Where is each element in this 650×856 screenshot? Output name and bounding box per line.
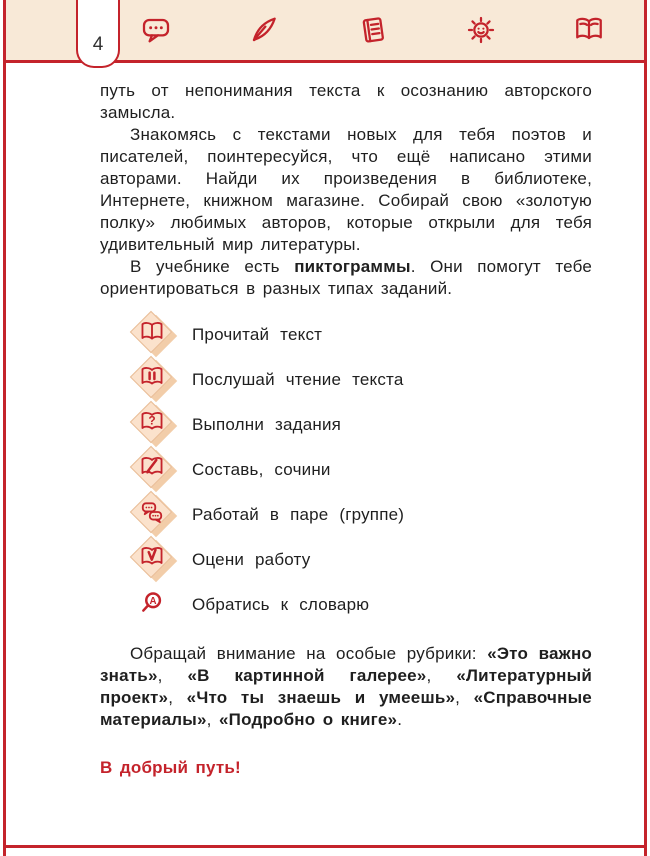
paragraph-pictograms-intro	[100, 256, 592, 300]
paragraph-text: В учебнике есть	[130, 257, 295, 276]
rubric-name: «Справочные материалы»	[100, 688, 592, 729]
paragraph-text: путь от непонимания текста к осознанию авторского замысла.	[100, 81, 592, 122]
rubric-name: «Литературный проект»	[100, 666, 592, 707]
list-item	[130, 402, 592, 447]
bottom-border	[3, 845, 647, 848]
check-book-icon	[130, 537, 176, 583]
notebook-icon	[357, 14, 389, 46]
paragraph-advice	[100, 124, 592, 256]
rubric-name: «Что ты знаешь и умеешь»	[186, 688, 456, 707]
rubric-name: «Это важно знать»	[100, 644, 592, 685]
pictogram-label: Выполни задания	[192, 414, 342, 434]
svg-text:?: ?	[148, 413, 156, 428]
write-book-icon	[130, 447, 176, 493]
pictogram-label: Послушай чтение текста	[192, 369, 404, 389]
listen-book-icon	[130, 357, 176, 403]
paragraph-text: . Они помогут тебе ориентироваться в разных типах заданий.	[100, 257, 592, 298]
paragraph-rubrics: Обращай внимание на особые рубрики: «Это важно знать», «В картинной галерее», «Литературный проект», «Что ты знаешь и умеешь», «Справочные материалы», «Подробно о книге».	[100, 644, 592, 729]
open-book-icon	[130, 312, 176, 358]
list-item	[130, 357, 592, 402]
pictogram-label: Обратись к словарю	[192, 594, 370, 614]
page-number-tab	[76, 0, 120, 68]
list-item	[130, 492, 592, 537]
svg-text:A: A	[149, 595, 157, 607]
list-item	[130, 312, 592, 357]
pictogram-label: Оцени работу	[192, 549, 311, 569]
page-content	[0, 63, 650, 779]
page-number: 4	[92, 34, 104, 55]
pictogram-label: Работай в паре (группе)	[192, 504, 405, 524]
chat-bubble-icon	[140, 14, 172, 46]
pair-work-icon	[130, 492, 176, 538]
term-pictograms: пиктограммы	[294, 257, 411, 276]
rubric-name: «В картинной галерее»	[187, 666, 427, 685]
pictogram-label: Составь, сочини	[192, 459, 331, 479]
feather-icon	[248, 14, 280, 46]
pictogram-label: Прочитай текст	[192, 324, 323, 344]
header-icons	[140, 13, 605, 47]
dictionary-icon	[130, 582, 176, 628]
rubric-name: «Подробно о книге»	[219, 710, 398, 729]
open-book-icon	[573, 14, 605, 46]
rubrics-intro: Обращай внимание на особые рубрики:	[130, 644, 488, 663]
farewell-text: В добрый путь!	[100, 758, 241, 777]
pictogram-list	[130, 312, 592, 627]
paragraph-text: Знакомясь с текстами новых для тебя поэтов и писателей, поинтересуйся, что ещё написано этими авторами. Найди их произведения в библиотеке, Интернете, книжном магазине. Собирай свою «золотую полку» любимых авторов, которые открыли для тебя удивительный мир литературы.	[100, 125, 592, 254]
question-book-icon	[130, 402, 176, 448]
sun-icon	[465, 14, 497, 46]
list-item	[130, 447, 592, 492]
paragraph-continuation	[100, 80, 592, 124]
list-item	[130, 582, 592, 627]
right-border	[644, 0, 647, 856]
left-border	[3, 0, 6, 856]
list-item	[130, 537, 592, 582]
